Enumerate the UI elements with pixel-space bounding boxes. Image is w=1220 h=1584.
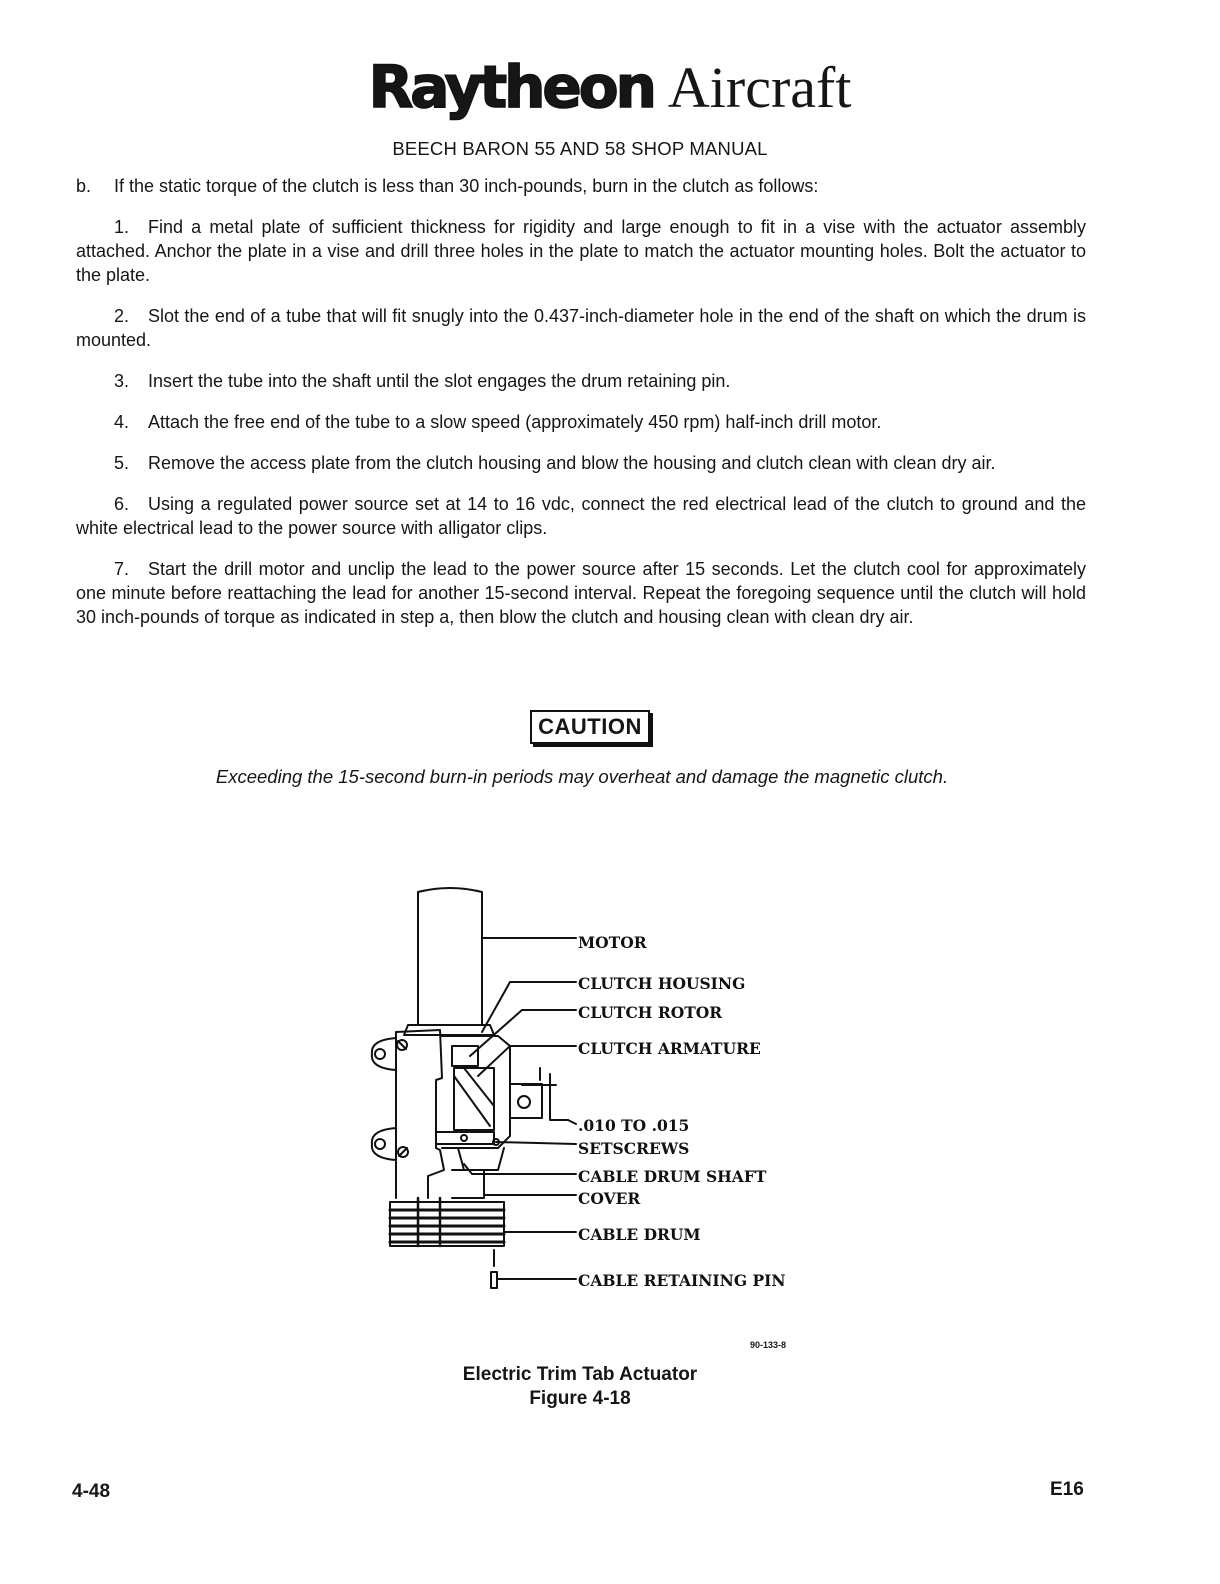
step-number: 3. <box>114 371 130 391</box>
step-text: Remove the access plate from the clutch housing and blow the housing and clutch clean with clean dry air. <box>148 453 996 473</box>
logo-brand: Raytheon <box>368 53 654 121</box>
clutch-housing-flange <box>510 1084 542 1118</box>
raytheon-aircraft-logo <box>0 52 1220 123</box>
mount-hole-top <box>375 1049 385 1059</box>
label-cable-retaining-pin: CABLE RETAINING PIN <box>578 1271 786 1290</box>
leader-clutch-rotor <box>470 1010 576 1056</box>
step-7 <box>76 557 1086 629</box>
label-cover: COVER <box>578 1189 641 1208</box>
mount-hole-bottom <box>375 1139 385 1149</box>
step-number: 2. <box>114 306 130 326</box>
step-1 <box>76 215 1086 287</box>
label-gap: .010 TO .015 <box>578 1116 690 1135</box>
label-clutch-rotor: CLUTCH ROTOR <box>578 1003 723 1022</box>
step-5 <box>76 451 1086 475</box>
trim-tab-actuator-diagram <box>360 880 820 1300</box>
manual-title: BEECH BARON 55 AND 58 SHOP MANUAL <box>392 138 768 159</box>
step-number: 4. <box>114 412 130 432</box>
housing-outline <box>396 1030 444 1198</box>
step-2 <box>76 304 1086 352</box>
label-clutch-armature: CLUTCH ARMATURE <box>578 1039 761 1058</box>
caution-box-wrapper <box>0 710 1220 744</box>
step-4 <box>76 410 1086 434</box>
label-setscrews: SETSCREWS <box>578 1139 690 1158</box>
step-text: Attach the free end of the tube to a slow speed (approximately 450 rpm) half-inch drill motor. <box>148 412 882 432</box>
figure-id: 90-133-8 <box>750 1340 787 1350</box>
figure-caption-number: Figure 4-18 <box>529 1388 631 1409</box>
step-number: 5. <box>114 453 130 473</box>
clutch-rotor <box>452 1046 478 1066</box>
motor-body <box>418 888 482 1025</box>
step-text: Using a regulated power source set at 14 to 16 vdc, connect the red electrical lead of the clutch to ground and the white electrical lead to the power source with alligator clips. <box>76 494 1086 538</box>
flange-hole <box>518 1096 530 1108</box>
step-number: 6. <box>114 494 130 514</box>
label-cable-drum: CABLE DRUM <box>578 1225 701 1244</box>
procedure-body <box>76 174 1086 646</box>
intro-paragraph <box>76 174 1086 198</box>
step-text: Start the drill motor and unclip the lead to the power source after 15 seconds. Let the clutch cool for approximately one minute before reattaching the lead for another 15-second interval. Repeat the foregoing sequence until the clutch will hold 30 inch-pounds of torque as indicated in step a, then blow the clutch and housing clean with clean dry air. <box>76 559 1086 627</box>
leader-gap <box>568 1120 576 1124</box>
step-6 <box>76 492 1086 540</box>
leader-clutch-housing <box>482 982 576 1032</box>
page-number: 4-48 <box>72 1481 111 1502</box>
retaining-pin <box>491 1272 497 1288</box>
step-number: 1. <box>114 217 130 237</box>
caution-label: CAUTION <box>530 710 650 744</box>
leader-clutch-armature <box>478 1046 576 1076</box>
intro-label: b. <box>76 176 92 196</box>
intro-text: If the static torque of the clutch is less than 30 inch-pounds, burn in the clutch as follows: <box>114 176 819 196</box>
motor-base <box>404 1025 494 1035</box>
header <box>0 52 1220 123</box>
step-3 <box>76 369 1086 393</box>
leader-setscrews <box>496 1142 576 1144</box>
caution-text: Exceeding the 15-second burn-in periods may overheat and damage the magnetic clutch. <box>215 766 949 787</box>
revision-code: E16 <box>1050 1479 1084 1500</box>
figure-caption-title: Electric Trim Tab Actuator <box>462 1364 698 1385</box>
label-motor: MOTOR <box>578 933 647 952</box>
logo-suffix: Aircraft <box>667 55 852 120</box>
step-text: Insert the tube into the shaft until the slot engages the drum retaining pin. <box>148 371 731 391</box>
label-clutch-housing: CLUTCH HOUSING <box>578 974 746 993</box>
step-number: 7. <box>114 559 130 579</box>
step-text: Find a metal plate of sufficient thickness for rigidity and large enough to fit in a vise with the actuator assembly attached. Anchor the plate in a vise and drill three holes in the plate to match the actuator mounting holes. Bolt the actuator to the plate. <box>76 217 1086 285</box>
gap-bracket <box>522 1068 568 1120</box>
step-text: Slot the end of a tube that will fit snugly into the 0.437-inch-diameter hole in the end of the shaft on which the drum is mounted. <box>76 306 1086 350</box>
label-cable-drum-shaft: CABLE DRUM SHAFT <box>578 1167 767 1186</box>
